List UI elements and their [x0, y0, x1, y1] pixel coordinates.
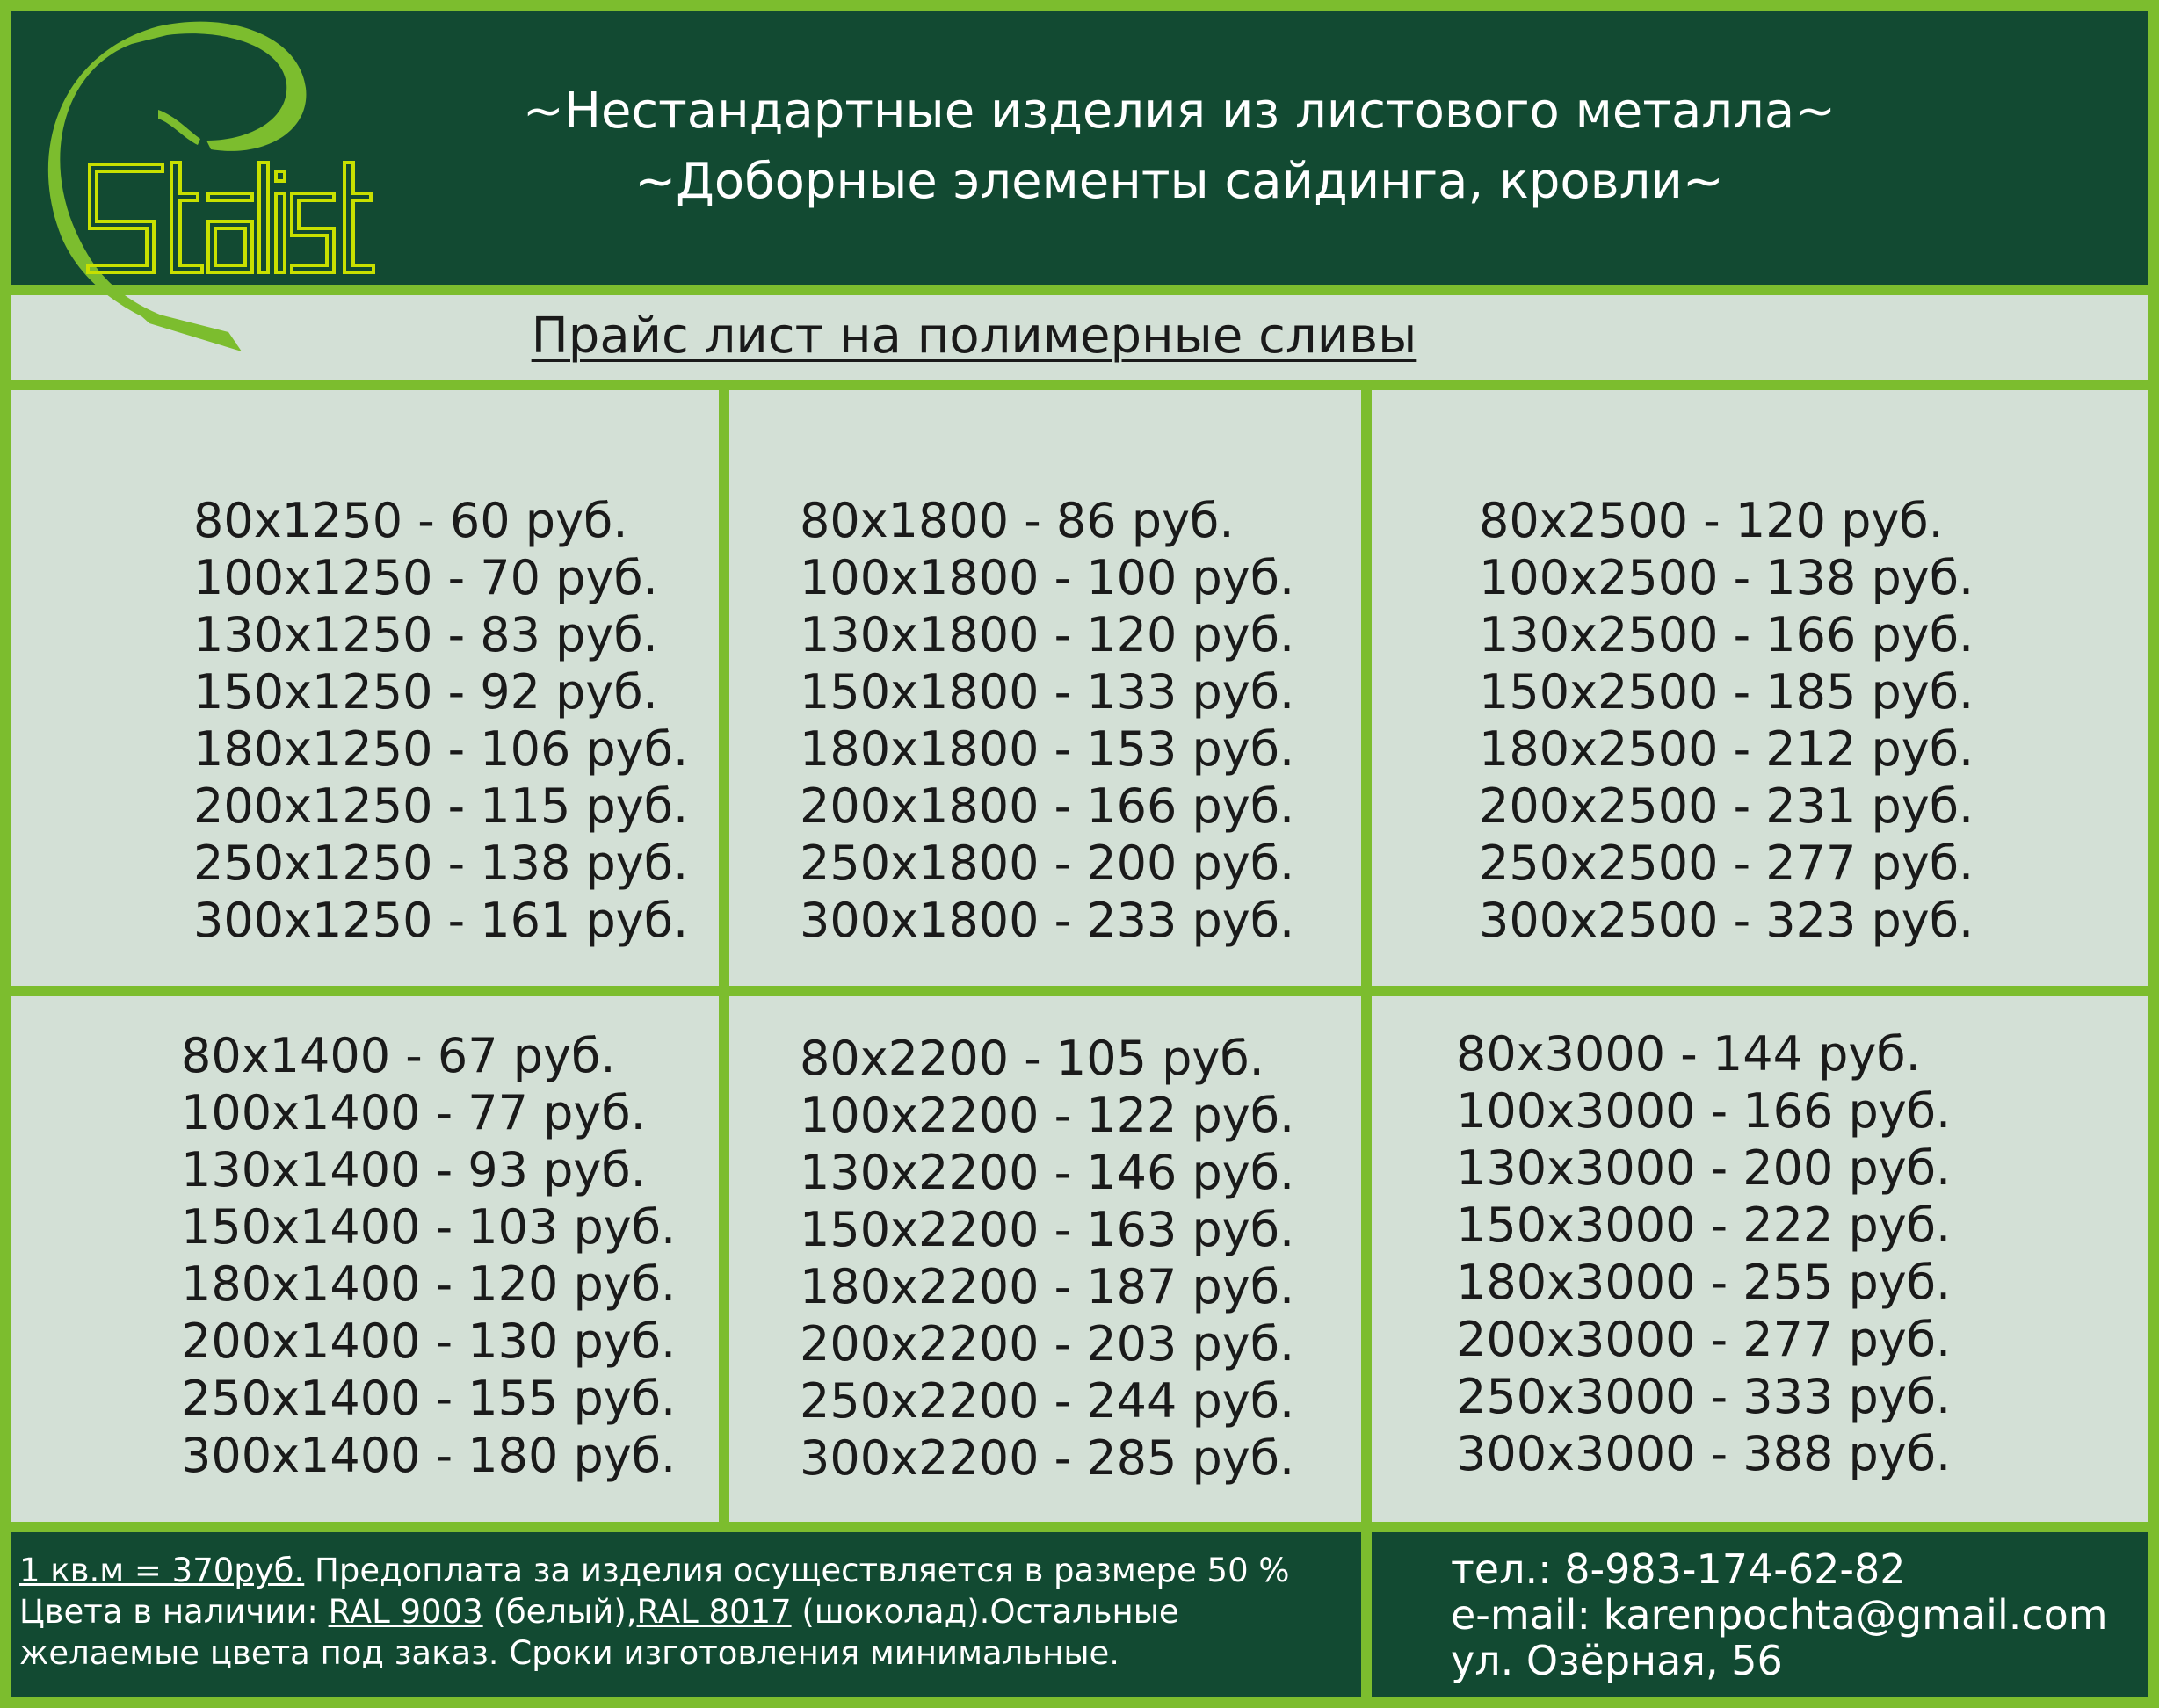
price-cell — [11, 390, 719, 986]
stalist-logo-icon — [26, 18, 395, 351]
price-item: 180х1400 - 120 руб. — [181, 1256, 677, 1312]
price-list — [193, 492, 688, 949]
price-list — [1456, 1025, 1951, 1482]
price-cell — [729, 390, 1361, 986]
price-item: 100х1400 - 77 руб. — [181, 1085, 646, 1140]
price-item: 250х1800 - 200 руб. — [800, 836, 1295, 891]
price-item: 130х3000 - 200 руб. — [1456, 1140, 1952, 1196]
ral-9003-desc: (белый), — [482, 1593, 637, 1631]
price-item: 200х1800 - 166 руб. — [800, 778, 1295, 834]
price-item: 300х1800 - 233 руб. — [800, 893, 1295, 948]
price-cell — [1372, 390, 2148, 986]
price-item: 80х2200 - 105 руб. — [800, 1031, 1264, 1086]
price-item: 300х1250 - 161 руб. — [193, 893, 689, 948]
footer-contacts — [1372, 1532, 2148, 1697]
price-item: 150х1400 - 103 руб. — [181, 1199, 677, 1255]
price-item: 150х3000 - 222 руб. — [1456, 1198, 1952, 1253]
price-item: 130х2200 - 146 руб. — [800, 1145, 1295, 1200]
price-list — [800, 1030, 1294, 1487]
price-cell — [729, 996, 1361, 1522]
contacts-block — [1451, 1546, 2108, 1683]
price-list — [800, 492, 1294, 949]
price-item: 150х1250 - 92 руб. — [193, 664, 658, 720]
price-item: 300х2500 - 323 руб. — [1479, 893, 1974, 948]
price-cell — [1372, 996, 2148, 1522]
price-item: 150х2500 - 185 руб. — [1479, 664, 1974, 720]
price-item: 130х1800 - 120 руб. — [800, 607, 1295, 662]
sqm-price: 1 кв.м = 370руб. — [19, 1552, 305, 1589]
price-item: 100х2500 - 138 руб. — [1479, 550, 1974, 605]
footer-terms — [11, 1532, 1361, 1697]
terms-note — [19, 1550, 1290, 1674]
price-item: 200х1400 - 130 руб. — [181, 1314, 677, 1369]
price-item: 130х2500 - 166 руб. — [1479, 607, 1974, 662]
price-item: 80х1800 - 86 руб. — [800, 493, 1235, 548]
ral-9003: RAL 9003 — [328, 1593, 483, 1631]
price-item: 100х1800 - 100 руб. — [800, 550, 1295, 605]
email-address: e-mail: karenpochta@gmail.com — [1451, 1591, 2108, 1639]
price-item: 80х2500 - 120 руб. — [1479, 493, 1944, 548]
prepay-text: Предоплата за изделия осуществляется в размере 50 % — [304, 1552, 1290, 1589]
terms-line-3: желаемые цвета под заказ. Сроки изготовления минимальные. — [19, 1634, 1120, 1672]
price-item: 200х2500 - 231 руб. — [1479, 778, 1974, 834]
price-item: 250х2500 - 277 руб. — [1479, 836, 1974, 891]
phone-number: тел.: 8-983-174-62-82 — [1451, 1545, 1906, 1593]
price-item: 100х1250 - 70 руб. — [193, 550, 658, 605]
price-item: 80х1400 - 67 руб. — [181, 1028, 616, 1083]
price-item: 300х3000 - 388 руб. — [1456, 1426, 1952, 1481]
street-address: ул. Озёрная, 56 — [1451, 1637, 1783, 1684]
page-title: Прайс лист на полимерные сливы — [531, 308, 1417, 365]
colors-prefix: Цвета в наличии: — [19, 1593, 329, 1631]
price-item: 130х1250 - 83 руб. — [193, 607, 658, 662]
tagline-siding-roofing: ~Доборные элементы сайдинга, кровли~ — [634, 153, 1724, 210]
price-cell — [11, 996, 719, 1522]
tagline-sheet-metal: ~Нестандартные изделия из листового металла~ — [522, 83, 1837, 140]
price-item: 100х2200 - 122 руб. — [800, 1088, 1295, 1143]
price-item: 180х2500 - 212 руб. — [1479, 721, 1974, 777]
price-item: 180х1250 - 106 руб. — [193, 721, 689, 777]
price-item: 250х1400 - 155 руб. — [181, 1371, 677, 1426]
price-item: 180х2200 - 187 руб. — [800, 1259, 1295, 1314]
price-item: 180х3000 - 255 руб. — [1456, 1255, 1952, 1310]
price-item: 200х2200 - 203 руб. — [800, 1316, 1295, 1371]
price-item: 200х3000 - 277 руб. — [1456, 1312, 1952, 1367]
price-item: 300х1400 - 180 руб. — [181, 1428, 677, 1483]
price-item: 150х2200 - 163 руб. — [800, 1202, 1295, 1257]
price-item: 250х3000 - 333 руб. — [1456, 1369, 1952, 1424]
price-item: 250х2200 - 244 руб. — [800, 1373, 1295, 1429]
price-item: 130х1400 - 93 руб. — [181, 1142, 646, 1198]
ral-8017: RAL 8017 — [636, 1593, 792, 1631]
price-item: 200х1250 - 115 руб. — [193, 778, 689, 834]
price-item: 250х1250 - 138 руб. — [193, 836, 689, 891]
price-item: 100х3000 - 166 руб. — [1456, 1083, 1952, 1139]
price-item: 80х1250 - 60 руб. — [193, 493, 628, 548]
price-item: 150х1800 - 133 руб. — [800, 664, 1295, 720]
price-item: 180х1800 - 153 руб. — [800, 721, 1295, 777]
price-item: 300х2200 - 285 руб. — [800, 1430, 1295, 1486]
price-list — [1479, 492, 1974, 949]
price-list — [181, 1027, 676, 1484]
price-item: 80х3000 - 144 руб. — [1456, 1026, 1921, 1082]
ral-8017-desc: (шоколад).Остальные — [791, 1593, 1179, 1631]
